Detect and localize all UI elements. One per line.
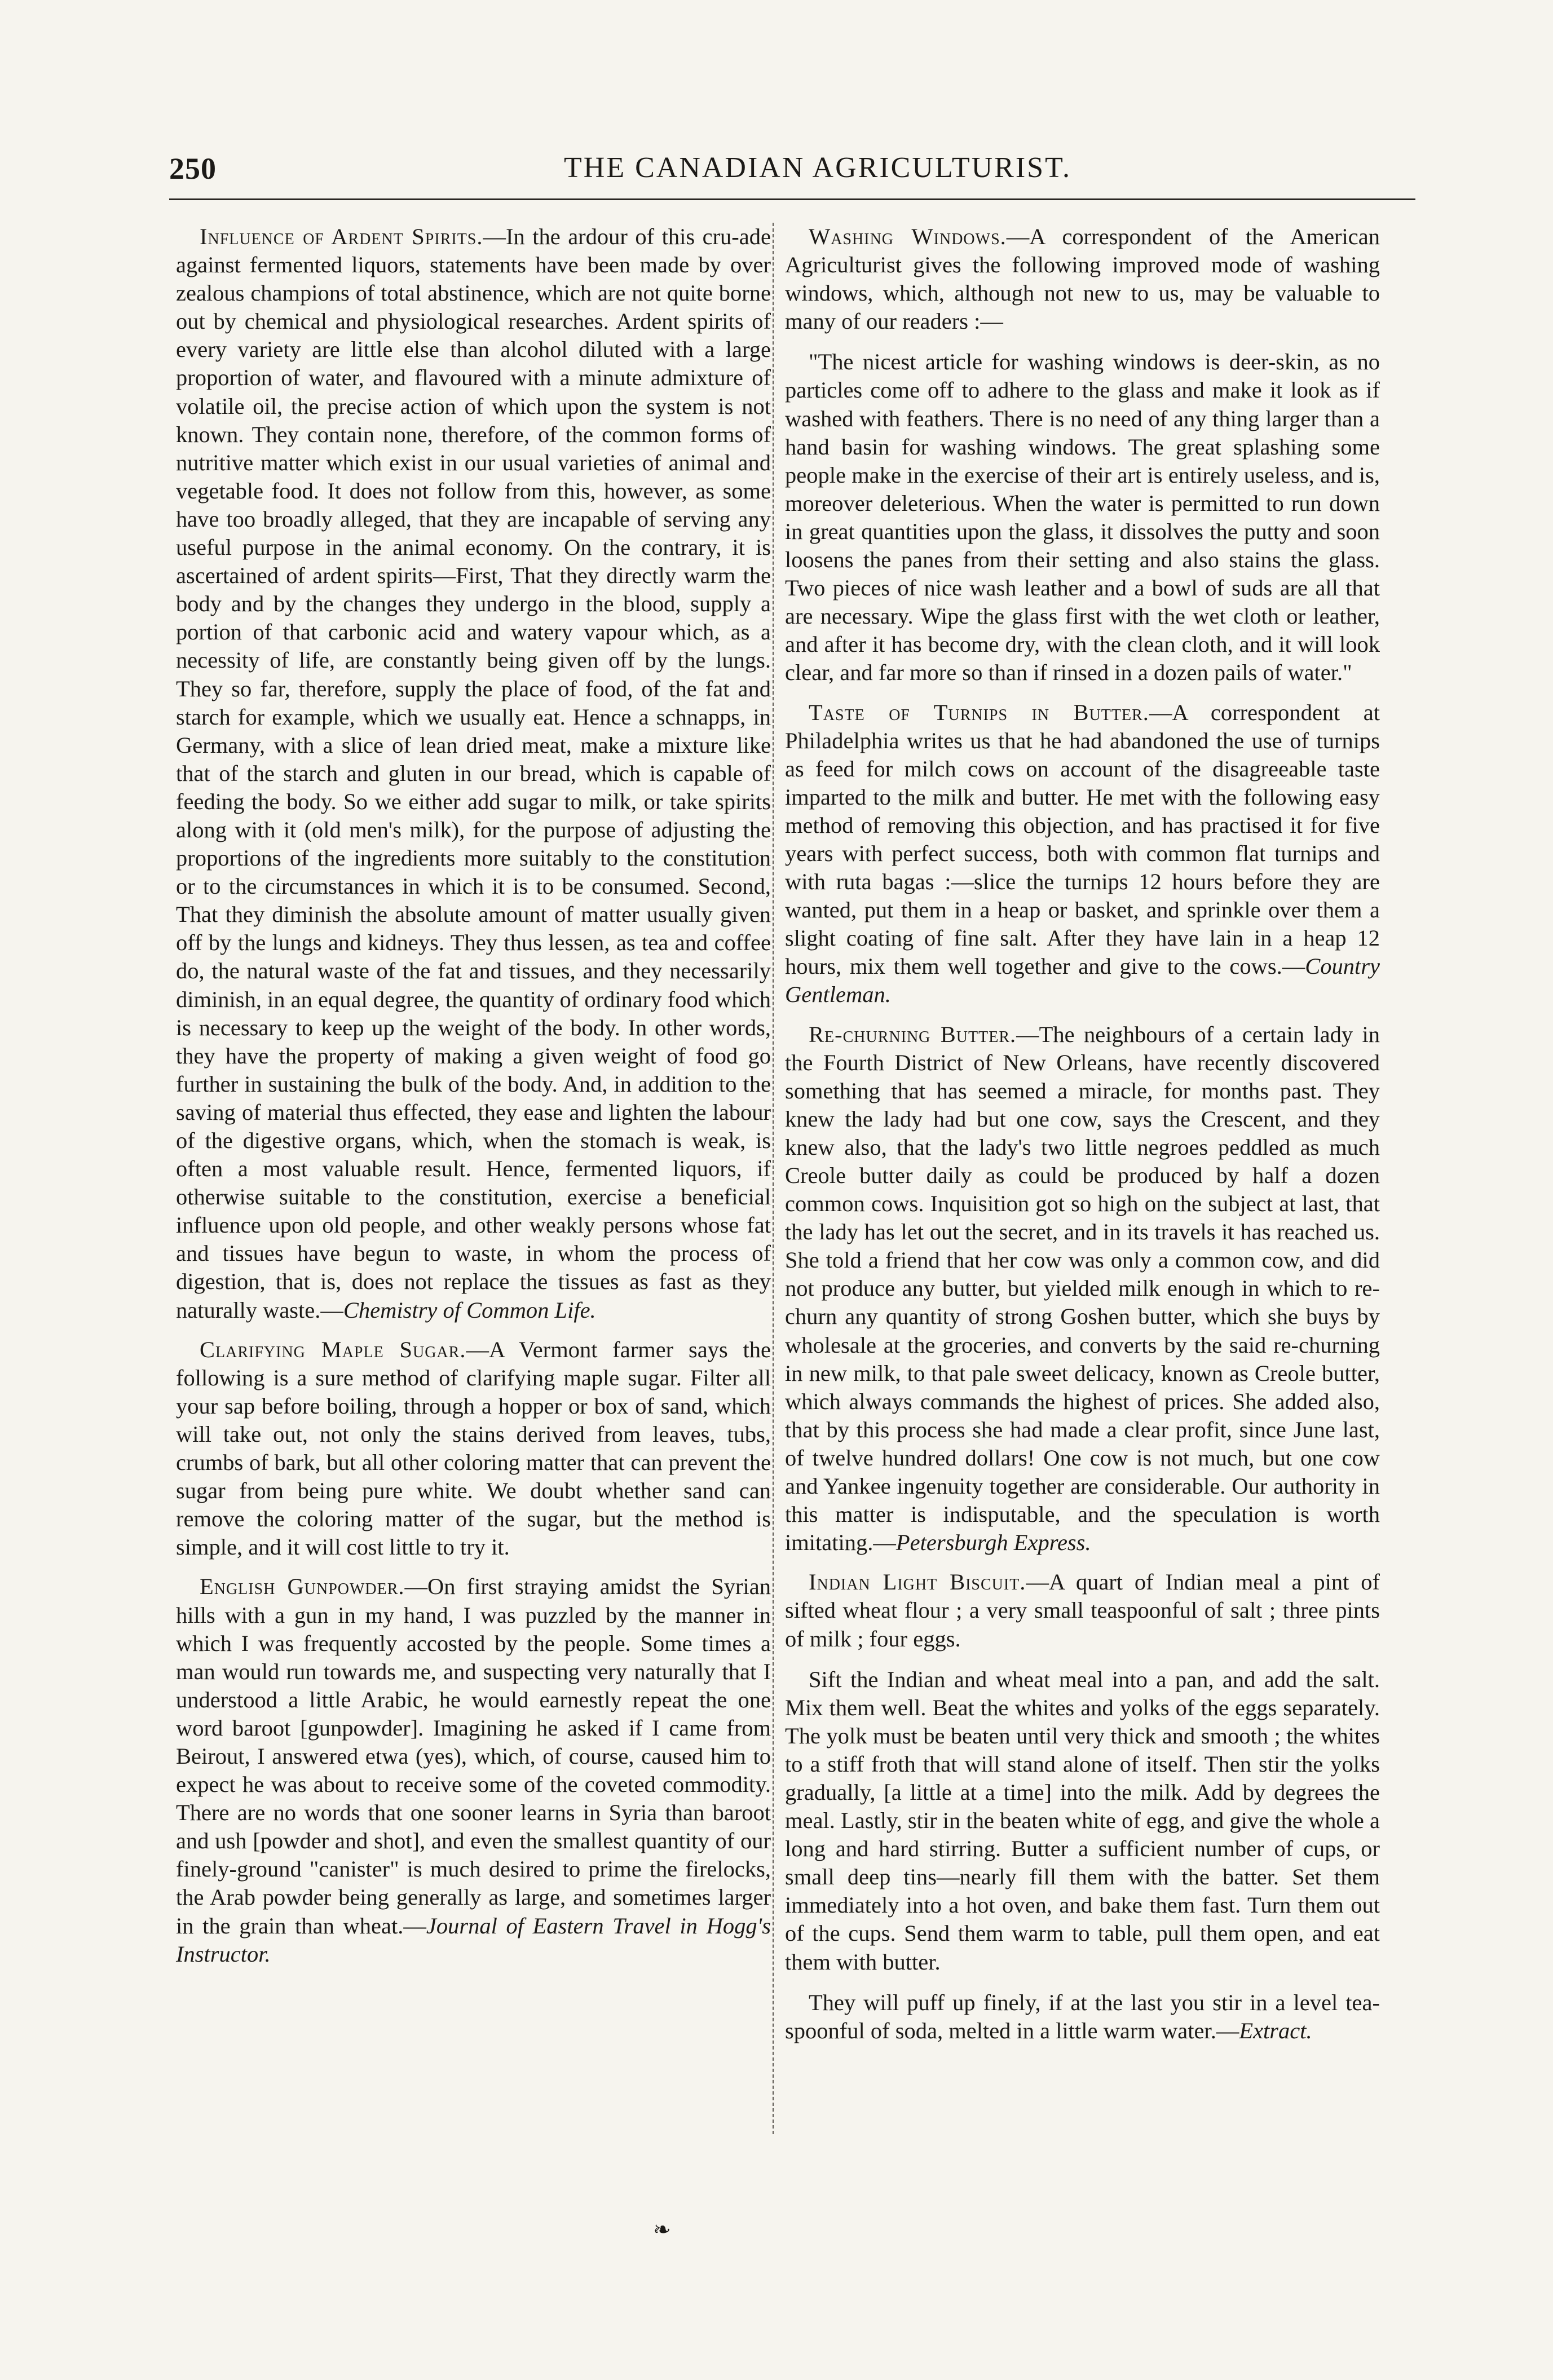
article-english-gunpowder (176, 1573, 771, 1968)
article-turnips-butter (785, 699, 1380, 1009)
article-paragraph: Sift the Indian and wheat meal into a pan, and add the salt. Mix them well. Beat the whites and yolks of the eggs separately. The yolk must be beaten until very thick and smooth ; the whites to a stiff froth that will stand alone of itself. Then stir the yolks gradually, [a little at a time] into the milk. Add by degrees the meal. Lastly, stir in the beaten white of egg, and give the whole a long and hard stirring. Butter a sufficient number of cups, or small deep tins—nearly fill them with the batter. Set them immediately into a hot oven, and bake them fast. Turn them out of the cups. Send them warm to table, pull them open, and eat them with butter. (785, 1666, 1380, 1975)
article-text: —The neighbours of a certain lady in the Fourth District of New Orleans, have recently discovered something that has seemed a miracle, for months past. They knew the lady had but one cow, says the Crescent, and they knew also, that the lady's two little negroes peddled as much Creole butter daily as could be produced by half a dozen common cows. Inquisition got so high on the subject at last, that the lady has let out the secret, and in its travels it has reached us. She told a friend that her cow was only a common cow, and did not produce any butter, but yielded milk enough in which to re-churn any quantity of strong Goshen butter, which she buys by wholesale at the groceries, and converts by the said re-churning in new milk, to that pale sweet delicacy, known as Creole butter, which always commands the highest of prices. She added also, that by this process she had made a clear profit, since June last, of twelve hundred dollars! One cow is not much, but one cow and Yankee ingenuity together are considerable. Our authority in this matter is indisputable, and the speculation is worth imitating.— (785, 1021, 1380, 1556)
article-indian-light-biscuit (785, 1568, 1380, 2045)
article-paragraph (176, 223, 771, 1324)
article-headline: Washing Windows. (809, 224, 1007, 249)
article-rechurning-butter (785, 1021, 1380, 1557)
article-headline: Clarifying Maple Sugar. (200, 1336, 466, 1362)
article-ardent-spirits (176, 223, 771, 1324)
page-header (169, 151, 1427, 202)
article-paragraph (785, 1021, 1380, 1557)
article-text: —A correspondent at Philadelphia writes us that he had abandoned the use of turnips as feed for milch cows on account of the disagreeable taste imparted to the milk and butter. He met with the following easy method of removing this objection, and has practised it for five years with perfect success, both with common flat turnips and with ruta bagas :—slice the turnips 12 hours before they are wanted, put them in a heap or basket, and sprinkle over them a slight coating of fine salt. After they have lain in a heap 12 hours, mix them well together and give to the cows.— (785, 699, 1380, 979)
left-column (176, 223, 771, 1968)
article-text: —On first straying amidst the Syrian hills with a gun in my hand, I was puzzled by the manner in which I was frequently accosted by the people. Some times a man would run towards me, and suspecting very naturally that I understood a little Arabic, he would earnestly repeat the one word baroot [gunpowder]. Imagining he asked if I came from Beirout, I answered etwa (yes), which, of course, caused him to expect he was about to receive some of the coveted commodity. There are no words that one sooner learns in Syria than baroot and ush [powder and shot], and even the smallest quantity of our finely-ground "canister" is much desired to prime the firelocks, the Arab powder being generally as large, and sometimes larger in the grain than wheat.— (176, 1574, 771, 1939)
header-rule (169, 198, 1415, 200)
article-credit: Petersburgh Express. (895, 1530, 1091, 1556)
article-paragraph (785, 1568, 1380, 1653)
article-credit: Chemistry of Common Life. (343, 1297, 596, 1323)
article-paragraph (785, 223, 1380, 335)
article-maple-sugar (176, 1336, 771, 1562)
article-credit: Extract. (1239, 2017, 1312, 2043)
article-headline: Indian Light Biscuit. (809, 1569, 1026, 1595)
column-divider (773, 223, 774, 2134)
right-column (785, 223, 1380, 2045)
article-text: —In the ardour of this cru-ade against fermented liquors, statements have been made by over zealous champions of total abstinence, which are not quite borne out by chemical and physiological researches. Ardent spirits of every variety are little else than alcohol diluted with a large proportion of water, and flavoured with a minute admixture of volatile oil, the precise action of which upon the system is not known. They contain none, therefore, of the common forms of nutritive matter which exist in our usual varieties of animal and vegetable food. It does not follow from this, however, as some have too broadly alleged, that they are incapable of serving any useful purpose in the animal economy. On the contrary, it is ascertained of ardent spirits—First, That they directly warm the body and by the changes they undergo in the blood, supply a portion of that carbonic acid and watery vapour which, as a necessity of life, are constantly being given off by the lungs. They so far, therefore, supply the place of food, of the fat and starch for example, which we usually eat. Hence a schnapps, in Germany, with a slice of lean dried meat, make a mixture like that of the starch and gluten in our bread, which is capable of feeding the body. So we either add sugar to milk, or take spirits along with it (old men's milk), for the purpose of adjusting the proportions of the ingredients more suitably to the constitution or to the circumstances in which it is to be consumed. Second, That they diminish the absolute amount of matter usually given off by the lungs and kidneys. They thus lessen, as tea and coffee do, the natural waste of the fat and tissues, and they necessarily diminish, in an equal degree, the quantity of ordinary food which is necessary to keep up the weight of the body. In other words, they have the property of making a given weight of food go further in sustaining the bulk of the body. And, in addition to the saving of material thus effected, they ease and lighten the labour of the digestive organs, which, when the stomach is weak, is often a most valuable result. Hence, fermented liquors, if otherwise suitable to the constitution, exercise a beneficial influence upon old people, and other weakly persons whose fat and tissues have begun to waste, in whom the process of digestion, that is, does not replace the tissues as fast as they naturally waste.— (176, 224, 771, 1323)
article-text: They will puff up finely, if at the last you stir in a level tea-spoonful of soda, melted in a little warm water.— (785, 1989, 1380, 2043)
article-paragraph (785, 1989, 1380, 2045)
article-headline: Taste of Turnips in Butter. (809, 699, 1149, 725)
article-text: —A correspondent of the American Agriculturist gives the following improved mode of washing windows, which, although not new to us, may be valuable to many of our readers :— (785, 224, 1380, 334)
page-number: 250 (169, 152, 217, 186)
article-quote-paragraph: "The nicest article for washing windows is deer-skin, as no particles come off to adhere to the glass and make it look as if washed with feathers. There is no need of any thing larger than a hand basin for washing windows. The great splashing some people make in the exercise of their art is entirely useless, and is, moreover deleterious. When the water is permitted to run down in great quantities upon the glass, it dissolves the putty and soon loosens the panes from their setting and also stains the glass. Two pieces of nice wash leather and a bowl of suds are all that are necessary. Wipe the glass first with the wet cloth or leather, and after it has become dry, with the clean cloth, and it will look clear, and far more so than if rinsed in a dozen pails of water." (785, 349, 1380, 686)
article-paragraph (785, 699, 1380, 1009)
article-headline: Re-churning Butter. (809, 1021, 1017, 1047)
article-text: —A quart of Indian meal a pint of sifted wheat flour ; a very small teaspoonful of salt ; three pints of milk ; four eggs. (785, 1569, 1380, 1652)
running-title: THE CANADIAN AGRICULTURIST. (564, 152, 1071, 184)
footer-ornament: ❧ (653, 2218, 671, 2242)
article-headline: English Gunpowder. (200, 1574, 405, 1600)
article-text: —A Vermont farmer says the following is a sure method of clarifying maple sugar. Filter all your sap before boiling, through a hopper or box of sand, which will take out, not only the stains derived from leaves, tubs, crumbs of bark, but all other coloring matter that can prevent the sugar from being pure white. We doubt whether sand can remove the coloring matter of the sugar, but the method is simple, and it will cost little to try it. (176, 1336, 771, 1560)
article-headline: Influence of Ardent Spirits. (200, 224, 483, 249)
article-paragraph (176, 1336, 771, 1562)
article-credit: Country Gentleman. (785, 953, 1380, 1008)
article-paragraph (176, 1573, 771, 1968)
article-washing-windows (785, 223, 1380, 687)
article-credit: Journal of Eastern Travel in Hogg's Instructor. (176, 1913, 771, 1967)
